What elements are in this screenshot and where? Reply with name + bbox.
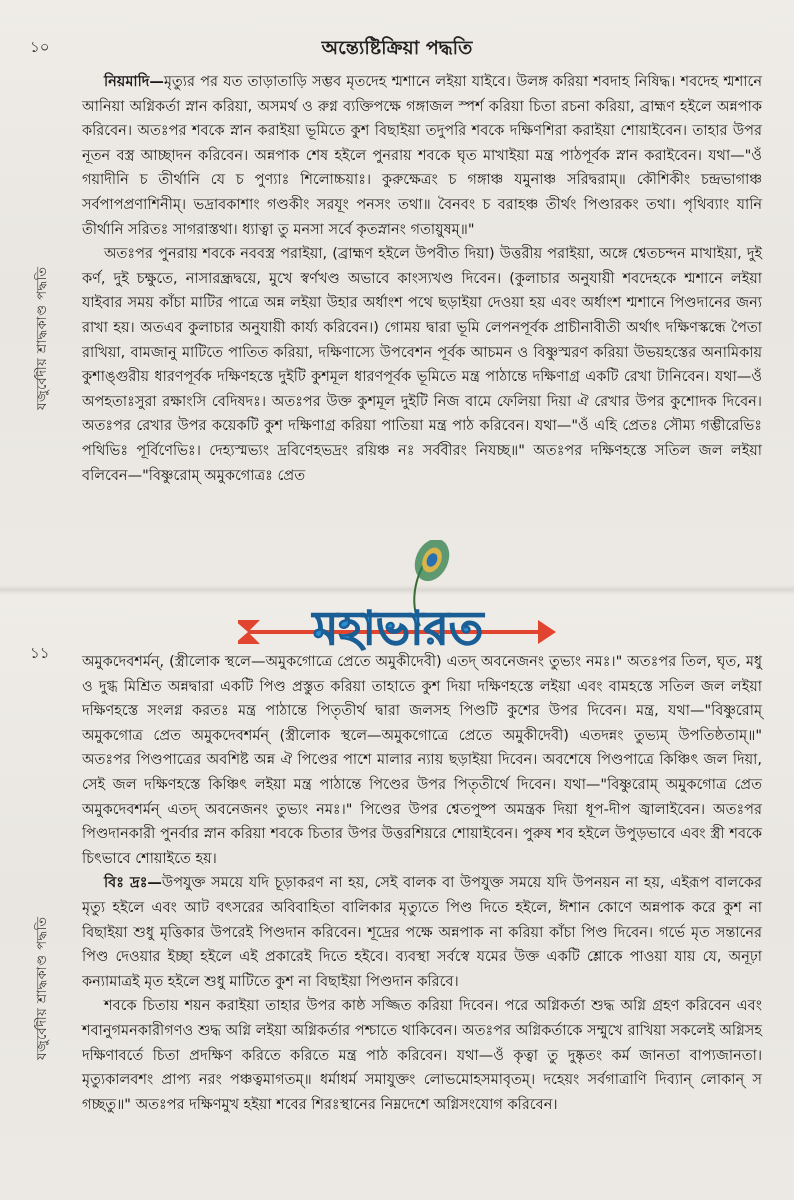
watermark-text: মহাভারত [312,601,484,655]
paragraph [82,650,762,871]
margin-title: যজুর্বেদীয় শ্রাদ্ধকাণ্ড পদ্ধতি [35,916,50,1060]
paragraph [82,994,762,1117]
top-body-text [82,70,762,488]
page-title: অন্ত্যেষ্টিক্রিয়া পদ্ধতি [321,37,473,59]
paragraph-text: মৃত্যুর পর যত তাড়াতাড়ি সম্ভব মৃতদেহ শ্মশানে লইয়া যাইবে। উলঙ্গ করিয়া শবদাহ নিষিদ্ধ। শবদেহ শ্মশানে আনিয়া অগ্নিকর্তা স্নান করিয়া, অসমর্থ ও রুগ্ন ব্যক্তিপক্ষে গঙ্গাজল স্পর্শ করিয়া চিতা রচনা করিয়া, ব্রাহ্মণ হইলে অন্নপাক করিবেন। অতঃপর শবকে স্নান করাইয়া ভূমিতে কুশ বিছাইয়া তদুপরি শবকে দক্ষিণশিরা করাইয়া শোয়াইবেন। তাহার উপর নূতন বস্ত্র আচ্ছাদন করিবেন। অন্নপাক শেষ হইলে পুনরায় শবকে ঘৃত মাখাইয়া মন্ত্র পাঠপূর্বক স্নান করাইবেন। যথা—"ওঁ গয়াদীনি চ তীর্থানি যে চ পুণ্যাঃ শিলোচ্চয়াঃ। কুরুক্ষেত্রং চ গঙ্গাঞ্চ যমুনাঞ্চ সরিদ্বরাম্॥ কৌশিকীং চন্দ্রভাগাঞ্চ সর্বপাপপ্রণাশিনীম্। ভদ্রাবকাশাং গণ্ডকীং সরযূং পনসং তথা॥ বৈনবং চ বরাহঞ্চ তীর্থং পিণ্ডারকং তথা। পৃথিব্যাং যানি তীর্থানি সরিতঃ সাগরাস্তথা। ধ্যাত্বা তু মনসা সর্বে কৃতস্নানং গতায়ুষম্॥" [82,74,762,238]
bottom-body-text [82,650,762,1117]
paragraph-lead: বিঃ দ্রঃ— [104,875,162,892]
paragraph [82,871,762,994]
paragraph-lead: নিয়মাদি— [104,74,164,90]
paragraph [82,70,762,242]
paragraph-text: অতঃপর পুনরায় শবকে নববস্ত্র পরাইয়া, (ব্রাহ্মণ হইলে উপবীত দিয়া) উত্তরীয় পরাইয়া, অঙ্গে শ্বেতচন্দন মাখাইয়া, দুই কর্ণ, দুই চক্ষুতে, নাসারন্ধ্রদ্বয়ে, মুখে স্বর্ণখণ্ড অভাবে কাংস্যখণ্ড দিবেন। (কুলাচার অনুযায়ী শবদেহকে শ্মশানে লইয়া যাইবার সময় কাঁচা মাটির পাত্রে অন্ন লইয়া উহার অর্ধাংশ পথে ছড়াইয়া দেওয়া হয় এবং অর্ধাংশ শ্মশানে পিণ্ডদানের জন্য রাখা হয়। অতএব কুলাচার অনুযায়ী কার্য্য করিবেন।) গোময় দ্বারা ভূমি লেপনপূর্বক প্রাচীনাবীতী অর্থাৎ দক্ষিণস্কন্ধে পৈতা রাখিয়া, বামজানু মাটিতে পাতিত করিয়া, দক্ষিণাস্যে উপবেশন পূর্বক আচমন ও বিষ্ণুস্মরণ করিয়া উভয়হস্তের অনামিকায় কুশাঙ্গুরীয় ধারণপূর্বক দক্ষিণহস্তে দুইটি কুশমূল ধারণপূর্বক ভূমিতে মন্ত্র পাঠান্তে দক্ষিণাগ্র একটি রেখা টানিবেন। যথা—ওঁ অপহতাঃসুরা রক্ষাংসি বেদিষদঃ। অতঃপর উক্ত কুশমূল দুইটি নিজ বামে ফেলিয়া দিয়া ঐ রেখার উপর কুশোদক দিবেন। অতঃপর রেখার উপর কয়েকটি কুশ দক্ষিণাগ্র করিয়া পাতিয়া মন্ত্র পাঠ করিবেন। যথা—"ওঁ এহি প্রেতঃ সৌম্য গম্ভীরেভিঃ পথিভিঃ পূর্বিণেভিঃ। দেহ্যস্মভ্যং দ্রবিণেহভদ্রং রয়িঞ্চ নঃ সর্ববীরং নিযচ্ছ॥" অতঃপর দক্ষিণহস্তে সতিল জল লইয়া বলিবেন—"বিষ্ণুরোম্ অমুকগোত্রঃ প্রেত [82,246,762,484]
paragraph-text: অমুকদেবশর্মন্, (স্ত্রীলোক স্থলে—অমুকগোত্রে প্রেতে অমুকীদেবী) এতদ্ অবনেজনং তুভ্যং নমঃ।" অতঃপর তিল, ঘৃত, মধু ও দুগ্ধ মিশ্রিত অন্নদ্বারা একটি পিণ্ড প্রস্তুত করিয়া তাহাতে কুশ দিয়া দক্ষিণহস্তে লইয়া এবং বামহস্তে সতিল জল লইয়া দক্ষিণহস্তে সংলগ্ন করতঃ মন্ত্র পাঠান্তে পিতৃতীর্থ দ্বারা জলসহ পিণ্ডটি কুশের উপর দিবেন। মন্ত্র, যথা—"বিষ্ণুরোম্ অমুকগোত্র প্রেত অমুকদেবশর্মন্ (স্ত্রীলোক স্থলে—অমুকগোত্রে প্রেতে অমুকীদেবী) এতদন্নং তুভ্যম্ উপতিষ্ঠতাম্॥" অতঃপর পিণ্ডপাত্রের অবশিষ্ট অন্ন ঐ পিণ্ডের পাশে মালার ন্যায় ছড়াইয়া দিবেন। অবশেষে পিণ্ডপাত্রে কিঞ্চিৎ জল দিয়া, সেই জল দক্ষিণহস্তে কিঞ্চিৎ লইয়া মন্ত্র পাঠান্তে পিণ্ডের উপর পিতৃতীর্থে দিবেন। যথা—"বিষ্ণুরোম্ অমুকগোত্র প্রেত অমুকদেবশর্মন্ এতদ্ অবনেজনং তুভ্যং নমঃ।" পিণ্ডের উপর শ্বেতপুষ্প অমন্ত্রক দিয়া ধূপ-দীপ জ্বালাইবেন। অতঃপর পিণ্ডদানকারী পুনর্বার স্নান করিয়া শবকে চিতার উপর উত্তরশিয়রে শোয়াইবেন। পুরুষ শব হইলে উপুড়ভাবে এবং স্ত্রী শবকে চিৎভাবে শোয়াইতে হয়। [82,654,762,867]
margin-title: যজুর্বেদীয় শ্রাদ্ধকাণ্ড পদ্ধতি [35,266,50,410]
paragraph-text: শবকে চিতায় শয়ন করাইয়া তাহার উপর কাষ্ঠ সজ্জিত করিয়া দিবেন। পরে অগ্নিকর্তা শুদ্ধ অগ্নি গ্রহণ করিবেন এবং শবানুগমনকারীগণও শুদ্ধ অগ্নি লইয়া অগ্নিকর্তার পশ্চাতে থাকিবেন। অতঃপর অগ্নিকর্তাকে সম্মুখে রাখিয়া সকলেই অগ্নিসহ দক্ষিণাবর্তে চিতা প্রদক্ষিণ করিতে করিতে মন্ত্র পাঠ করিবেন। যথা—ওঁ কৃত্বা তু দুষ্কৃতং কর্ম জানতা বাপ্যজানতা। মৃত্যুকালবশং প্রাপ্য নরং পঞ্চত্বমাগতম্॥ ধর্মাধর্ম সমাযুক্তং লোভমোহসমাবৃতম্। দহেয়ং সর্বগাত্রাণি দিব্যান্ লোকান্ স গচ্ছতু॥" অতঃপর দক্ষিণমুখ হইয়া শবের শিরঃস্থানের নিম্নদেশে অগ্নিসংযোগ করিবেন। [82,998,762,1113]
page-number: ১০ [30,38,50,56]
paragraph [82,242,762,488]
page-number: ১১ [30,644,50,662]
paragraph-text: উপযুক্ত সময়ে যদি চূড়াকরণ না হয়, সেই বালক বা উপযুক্ত সময়ে যদি উপনয়ন না হয়, এইরূপ বালকের মৃত্যু হইলে এবং আট বৎসরের অবিবাহিতা বালিকার মৃত্যুতে পিণ্ড দিতে হইলে, ঈশান কোণে অন্নপাক করে কুশ না বিছাইয়া শুধু মৃত্তিকার উপরেই পিণ্ডদান করিবেন। শূদ্রের পক্ষে অন্নপাক না করিয়া কাঁচা পিণ্ড দিবেন। গর্ভে মৃত সন্তানের পিণ্ড দেওয়ার ইচ্ছা হইলে এই প্রকারেই দিতে হইবে। ব্যবস্থা সর্বস্বে যমের উক্ত একটি শ্লোকে পাওয়া যায় যে, অনূঢ়া কন্যামাত্রই মৃত হইলে শুধু মাটিতে কুশ না বিছাইয়া পিণ্ডদান করিবে। [82,875,762,990]
